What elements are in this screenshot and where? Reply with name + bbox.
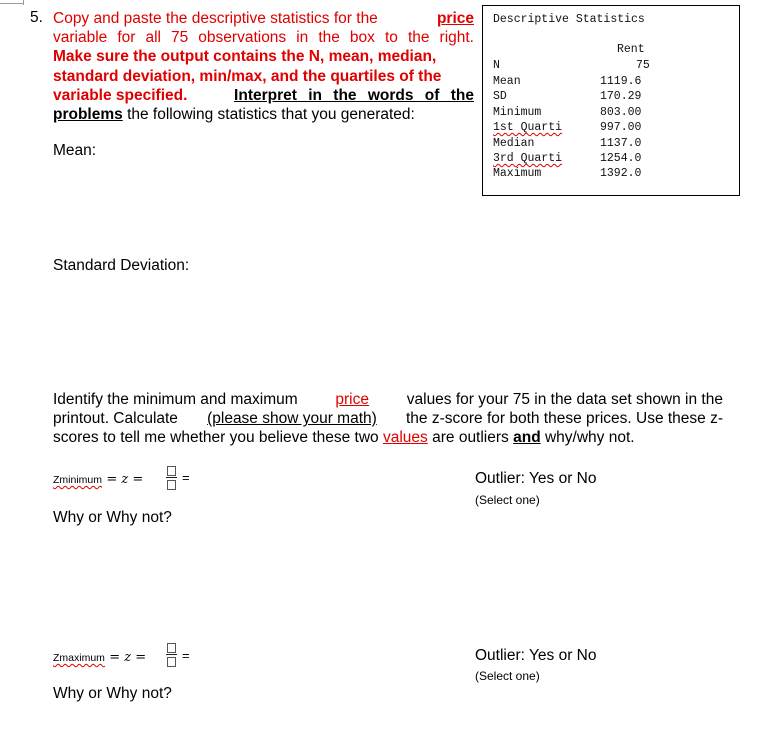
- question-instructions: [53, 9, 474, 124]
- stat-value: 1254.0: [600, 152, 642, 165]
- instruction-line-6: problems the following statistics that you generated:: [53, 105, 415, 123]
- stat-value: 803.00: [600, 106, 642, 119]
- z-maximum-equation: Zmaximum = z =: [53, 650, 147, 665]
- mean-label: Mean:: [53, 142, 97, 159]
- stat-label: Minimum: [493, 106, 542, 119]
- equals-sign: =: [182, 648, 190, 663]
- numerator-box[interactable]: [167, 466, 176, 476]
- outlier-select-2[interactable]: Outlier: Yes or No: [475, 647, 597, 664]
- stat-value: 170.29: [600, 90, 642, 103]
- instruction-line-4: standard deviation, min/max, and the quartiles of the: [53, 67, 442, 85]
- why-label-2: Why or Why not?: [53, 685, 172, 702]
- stat-value: 1119.6: [600, 75, 642, 88]
- fraction-bar: [166, 477, 177, 478]
- sd-label: Standard Deviation:: [53, 257, 190, 274]
- fraction-bar: [166, 654, 177, 655]
- identify-line-2: printout. Calculate (please show your math) the z-score for both these prices. Use these z-: [53, 410, 723, 428]
- why-label-1: Why or Why not?: [53, 509, 172, 526]
- descriptive-statistics-box: [482, 5, 740, 196]
- outlier-select-1[interactable]: Outlier: Yes or No: [475, 470, 597, 487]
- identify-paragraph: [53, 390, 723, 448]
- denominator-box[interactable]: [167, 657, 176, 667]
- page-corner-mark-h: [0, 3, 24, 4]
- identify-line-3: scores to tell me whether you believe these two values are outliers and why/why not.: [53, 429, 635, 447]
- stat-label: Median: [493, 137, 535, 150]
- stat-label: Mean: [493, 75, 521, 88]
- stats-title: Descriptive Statistics: [493, 13, 645, 26]
- z-minimum-equation: Zminimum = z =: [53, 472, 144, 487]
- price-keyword: price: [436, 10, 474, 27]
- stat-value: 1137.0: [600, 137, 642, 150]
- stat-value: 1392.0: [600, 167, 642, 180]
- stats-column-header: Rent: [617, 43, 645, 56]
- question-number: 5.: [30, 9, 43, 26]
- page-corner-mark-v: [23, 0, 24, 5]
- stat-value: 997.00: [600, 121, 642, 134]
- stat-value: 75: [636, 59, 650, 72]
- stat-label: Maximum: [493, 167, 542, 180]
- select-hint-2: (Select one): [475, 669, 540, 683]
- equals-sign: =: [182, 470, 190, 485]
- denominator-box[interactable]: [167, 480, 176, 490]
- instruction-line-2: variable for all 75 observations in the box to the right.: [53, 29, 474, 47]
- stat-label: SD: [493, 90, 507, 103]
- stat-label: N: [493, 59, 500, 72]
- select-hint-1: (Select one): [475, 493, 540, 507]
- instruction-line-1: Copy and paste the descriptive statistics for the price: [53, 10, 474, 27]
- identify-line-1: Identify the minimum and maximum price values for your 75 in the data set shown in the: [53, 391, 723, 408]
- stat-label: 1st Quarti: [493, 121, 563, 134]
- numerator-box[interactable]: [167, 643, 176, 653]
- stat-label: 3rd Quarti: [493, 152, 563, 165]
- instruction-line-3: Make sure the output contains the N, mean, median,: [53, 48, 437, 66]
- instruction-line-5: variable specified. Interpret in the words of the: [53, 86, 474, 104]
